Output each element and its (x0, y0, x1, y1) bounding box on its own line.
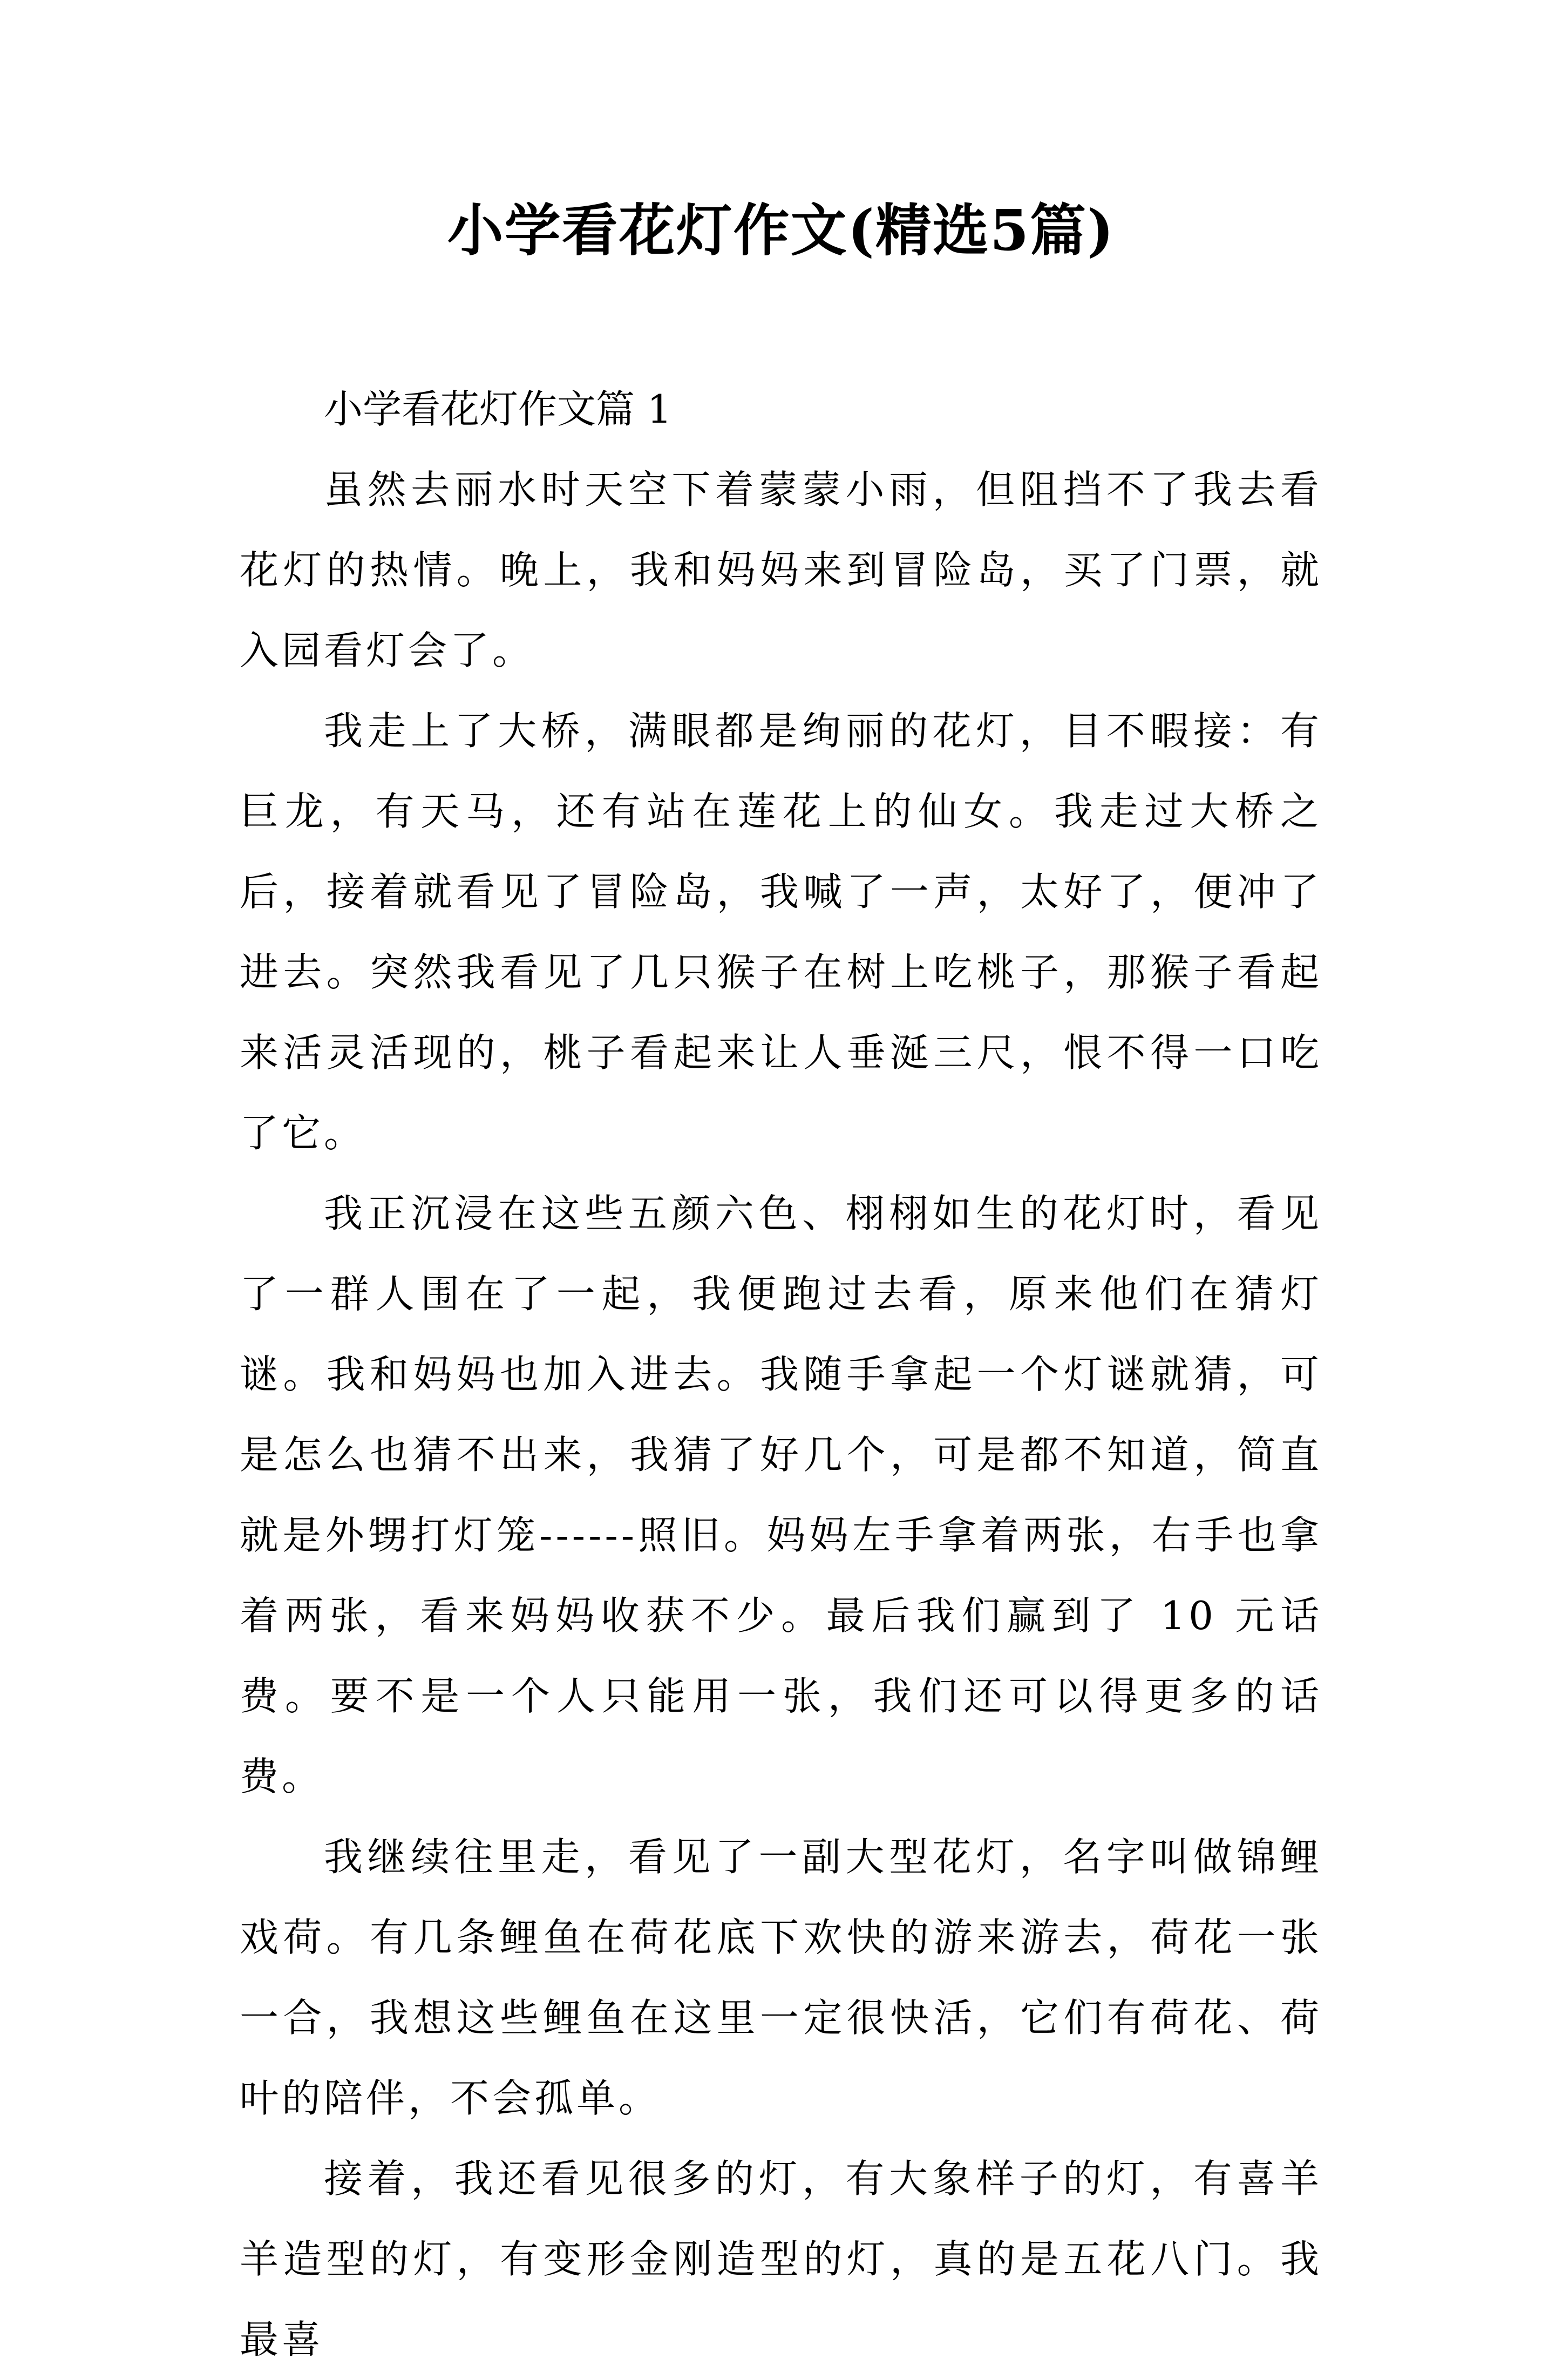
paragraph: 我继续往里走，看见了一副大型花灯，名字叫做锦鲤戏荷。有几条鲤鱼在荷花底下欢快的游来游去，荷花一张一合，我想这些鲤鱼在这里一定很快活，它们有荷花、荷叶的陪伴，不会孤单。 (240, 1834, 1322, 2121)
paragraph: 我走上了大桥，满眼都是绚丽的花灯，目不暇接：有巨龙，有天马，还有站在莲花上的仙女。我走过大桥之后，接着就看见了冒险岛，我喊了一声，太好了，便冲了进去。突然我看见了几只猴子在树上吃桃子，那猴子看起来活灵活现的，桃子看起来让人垂涎三尺，恨不得一口吃了它。 (240, 708, 1322, 1156)
document-title: 小学看花灯作文(精选5篇) (447, 197, 1115, 263)
paragraph: 接着，我还看见很多的灯，有大象样子的灯，有喜羊羊造型的灯，有变形金刚造型的灯，真的是五花八门。我最喜 (240, 2156, 1322, 2362)
paragraph: 我正沉浸在这些五颜六色、栩栩如生的花灯时，看见了一群人围在了一起，我便跑过去看，原来他们在猜灯谜。我和妈妈也加入进去。我随手拿起一个灯谜就猜，可是怎么也猜不出来，我猜了好几个，可是都不知道，简直就是外甥打灯笼------照旧。妈妈左手拿着两张，右手也拿着两张，看来妈妈收获不少。最后我们赢到了 10 元话费。要不是一个人只能用一张，我们还可以得更多的话费。 (240, 1191, 1322, 1799)
section-heading: 小学看花灯作文篇 1 (324, 387, 672, 432)
document-body (240, 369, 1322, 2380)
paragraph: 虽然去丽水时天空下着蒙蒙小雨，但阻挡不了我去看花灯的热情。晚上，我和妈妈来到冒险岛，买了门票，就入园看灯会了。 (240, 467, 1322, 673)
